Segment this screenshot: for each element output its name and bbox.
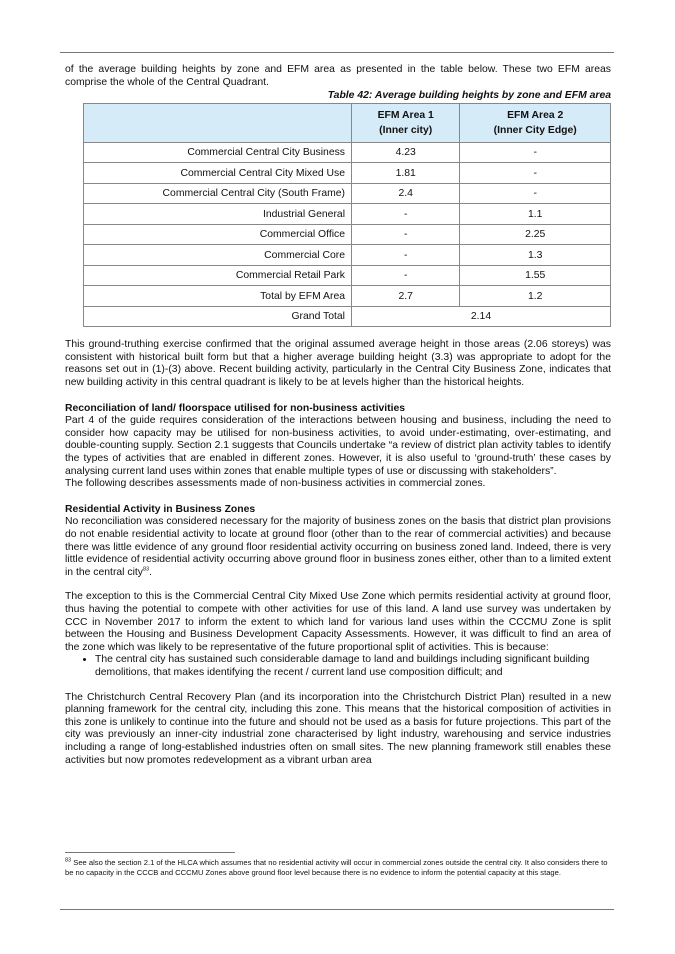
reasons-list (65, 654, 611, 679)
list-item: • The central city has sustained such considerable damage to land and buildings including significant building demolitions, that makes identifying the recent / current land use composition difficult; and (95, 654, 611, 679)
efm-area-1-value: 4.23 (352, 142, 460, 163)
efm-area-2-value: - (460, 183, 611, 204)
page-body (65, 64, 611, 767)
table-row (84, 286, 611, 307)
efm-area-1-value: 1.81 (352, 163, 460, 184)
efm-area-1-value: - (352, 204, 460, 225)
ground-truthing-paragraph: This ground-truthing exercise confirmed that the original assumed average height in those areas (2.06 storeys) was consistent with historical built form but that a higher average building height (3.3) was appropriate to adopt for the reasons set out in (1)-(3) above. Recent building activity, particularly in the Central City Business Zone, indicates that new building activity in this central quadrant is likely to be at levels higher than the historical heights. (65, 339, 611, 389)
efm-area-2-value: 1.55 (460, 265, 611, 286)
table-row (84, 183, 611, 204)
non-business-intro-paragraph: The following describes assessments made of non-business activities in commercial zones. (65, 478, 486, 490)
row-label: Commercial Central City Business (84, 142, 352, 163)
header-efm-area-1-title: EFM Area 1 (377, 109, 434, 121)
intro-paragraph: of the average building heights by zone and EFM area as presented in the table below. These two EFM areas comprise the whole of the Central Quadrant. (65, 64, 611, 88)
row-label: Total by EFM Area (84, 286, 352, 307)
efm-area-2-value: 1.3 (460, 245, 611, 266)
row-label: Commercial Retail Park (84, 265, 352, 286)
no-reconciliation-paragraph: No reconciliation was considered necessary for the majority of business zones on the basis that district plan provisions do not enable residential activity to locate at ground floor (other than to the rear of commercial activities) and because there was little evidence of any ground floor residential activity occurring on business zoned land. Indeed, there is very little evidence of residential activity occurring above ground floor in business zones either, other than to a limited extent in the central city$^{83}$. (65, 516, 611, 578)
efm-area-2-value: - (460, 142, 611, 163)
table-row (84, 265, 611, 286)
building-heights-table (83, 103, 611, 328)
grand-total-value: 2.14 (352, 306, 611, 327)
footnote (65, 858, 613, 878)
residential-activity-heading: Residential Activity in Business Zones (65, 503, 256, 515)
row-label: Commercial Central City (South Frame) (84, 183, 352, 204)
row-label: Commercial Core (84, 245, 352, 266)
row-label: Commercial Central City Mixed Use (84, 163, 352, 184)
mixed-use-exception-paragraph: The exception to this is the Commercial Central City Mixed Use Zone which permits residential activity at ground floor, thus having the potential to compete with other activities for use of this land. A land use survey was undertaken by CCC in November 2017 to inform the extent to which land for various land uses within the CCCMU Zone is split between the Housing and Business Development Capacity Assessments. However, it was difficult to find an area of the zone which was likely to be representative of the future proportional split of activities. This is because: (65, 591, 611, 653)
efm-area-1-value: 2.4 (352, 183, 460, 204)
efm-area-2-value: 2.25 (460, 224, 611, 245)
header-rule (60, 52, 614, 53)
table-row (84, 142, 611, 163)
efm-area-2-value: - (460, 163, 611, 184)
table-row (84, 224, 611, 245)
row-label: Commercial Office (84, 224, 352, 245)
table-row (84, 163, 611, 184)
efm-area-1-value: 2.7 (352, 286, 460, 307)
table-header-row (84, 103, 611, 142)
footer-rule (60, 909, 614, 910)
efm-area-1-value: - (352, 245, 460, 266)
efm-area-1-value: - (352, 265, 460, 286)
header-blank-cell (84, 103, 352, 142)
footnote-text: See also the section 2.1 of the HLCA which assumes that no residential activity will occur in commercial zones outside the central city. It also considers there to be no capacity in the CCCB and CCCMU Zones above ground floor level because there is no evidence to inform the potential capacity at this stage. (65, 858, 608, 877)
header-efm-area-1 (352, 103, 460, 142)
table-row (84, 245, 611, 266)
footnote-number: 83 (65, 857, 72, 864)
recovery-plan-paragraph: The Christchurch Central Recovery Plan (and its incorporation into the Christchurch District Plan) resulted in a new planning framework for the central city, including this zone. This means that the historical composition of activities in this zone is unlikely to continue into the future and should not be used as a basis for future projections. This part of the city was previously an inner-city industrial zone characterised by light industry, warehousing and service industries including a range of long-established industries often on small sites. The new planning framework still enables these activities but now promotes redevelopment as a vibrant urban area (65, 691, 611, 766)
header-efm-area-2-subtitle: (Inner City Edge) (493, 124, 577, 136)
guide-part4-paragraph: Part 4 of the guide requires consideration of the interactions between housing and business, including the need to consider how capacity may be utilised for non-business activities, to avoid under-estimating, over-estimating, and double-counting supply. Section 2.1 suggests that Councils undertake “a review of district plan activity tables to identify the types of activities that are enabled in different zones. However, it is also useful to ‘ground-truth’ these cases by analysing current land uses within zones that enable multiple types of use or discussing with stakeholders”. (65, 415, 611, 477)
footnote-separator (65, 852, 235, 853)
efm-area-1-value: - (352, 224, 460, 245)
efm-area-2-value: 1.2 (460, 286, 611, 307)
table-row (84, 204, 611, 225)
row-label: Industrial General (84, 204, 352, 225)
reconciliation-heading: Reconciliation of land/ floorspace utilised for non-business activities (65, 402, 406, 414)
header-efm-area-2 (460, 103, 611, 142)
efm-area-2-value: 1.1 (460, 204, 611, 225)
footnote-reference[interactable]: 83 (142, 566, 150, 573)
header-efm-area-2-title: EFM Area 2 (507, 109, 564, 121)
no-reconciliation-text: No reconciliation was considered necessary for the majority of business zones on the basis that district plan provisions do not enable residential activity to locate at ground floor (other than to the rear of commercial activities) and because there was little evidence of any ground floor residential activity occurring on business zoned land. Indeed, there is very little evidence of residential activity occurring above ground floor in business zones either, other than to a limited extent in the central city (65, 516, 611, 578)
grand-total-label: Grand Total (84, 306, 352, 327)
header-efm-area-1-subtitle: (Inner city) (379, 124, 433, 136)
grand-total-row (84, 306, 611, 327)
table-caption: Table 42: Average building heights by zone and EFM area (327, 90, 611, 102)
